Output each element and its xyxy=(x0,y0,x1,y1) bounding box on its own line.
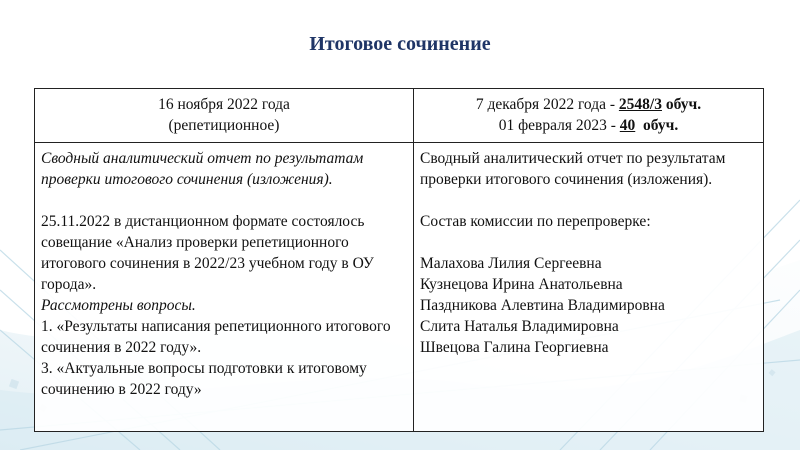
right-header-date1: 7 декабря 2022 года - xyxy=(475,96,619,113)
left-body-cell xyxy=(35,143,414,432)
member-1: Малахова Лилия Сергеевна xyxy=(420,255,602,272)
right-header-unit1: обуч. xyxy=(661,96,702,113)
question-3: 3. «Актуальные вопросы подготовки к итоговому сочинению в 2022 году» xyxy=(41,360,367,398)
questions-label: Рассмотрены вопросы. xyxy=(41,297,196,314)
right-report-text: Сводный аналитический отчет по результатам проверки итогового сочинения (изложения). xyxy=(420,150,726,188)
spacer xyxy=(420,232,757,253)
left-header-note: (репетиционное) xyxy=(168,117,280,134)
right-header-date2: 01 февраля 2023 - xyxy=(498,117,620,134)
right-header-line1 xyxy=(420,94,757,115)
content-table xyxy=(34,88,764,432)
table-header-row xyxy=(35,89,764,143)
table-body-row xyxy=(35,143,764,432)
question-1: 1. «Результаты написания репетиционного итогового сочинения в 2022 году». xyxy=(41,318,391,356)
left-report-text: Сводный аналитический отчет по результатам проверки итогового сочинения (изложения). xyxy=(41,150,364,188)
spacer xyxy=(420,190,757,211)
right-header-unit2: обуч. xyxy=(635,117,679,134)
participants-count-february: 40 xyxy=(619,117,636,134)
page-title: Итоговое сочинение xyxy=(309,33,491,55)
right-body-cell xyxy=(414,143,764,432)
meeting-text: 25.11.2022 в дистанционном формате состоялось совещание «Анализ проверки репетиционного итогового сочинения в 2022/23 учебном году в ОУ города». xyxy=(41,213,374,293)
commission-label: Состав комиссии по перепроверке: xyxy=(420,213,651,230)
right-header-line2 xyxy=(420,115,757,136)
member-4: Слита Наталья Владимировна xyxy=(420,318,619,335)
spacer xyxy=(41,190,407,211)
participants-count-december: 2548/3 xyxy=(618,96,662,113)
left-header-date: 16 ноября 2022 года xyxy=(158,96,290,113)
member-5: Швецова Галина Георгиевна xyxy=(420,339,609,356)
left-header-cell xyxy=(35,89,414,143)
member-2: Кузнецова Ирина Анатольевна xyxy=(420,276,623,293)
member-3: Паздникова Алевтина Владимировна xyxy=(420,297,665,314)
right-header-cell xyxy=(414,89,764,143)
